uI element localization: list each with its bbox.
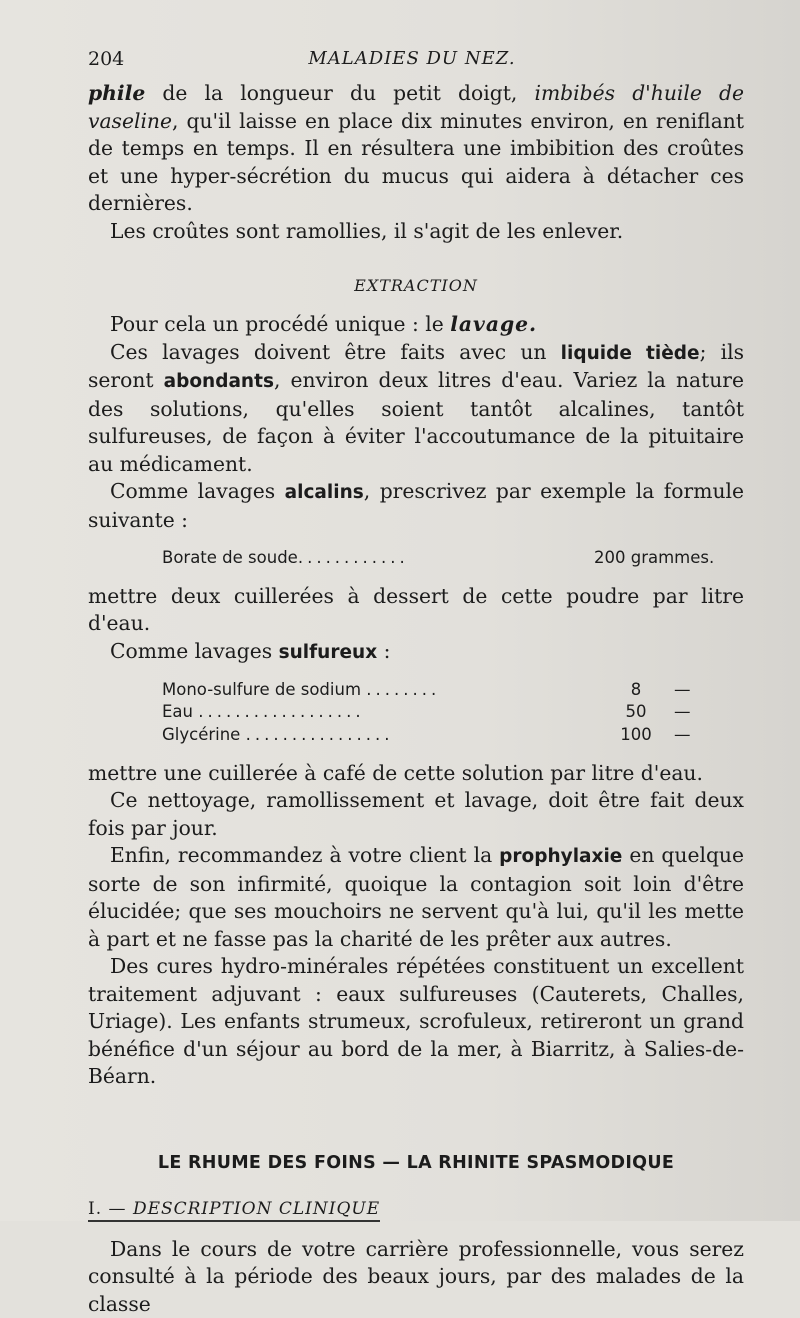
paragraph: Enfin, recommandez à votre client la prophylaxie en quelque sorte de son infirmité, quoique la contagion soit loin d'être élucidée; que ses mouchoirs ne servent qu'à lui, qu'il les mette à part et ne fasse pas la charité de les prêter aux autres.	[88, 842, 744, 953]
running-title: MALADIES DU NEZ.	[82, 48, 742, 69]
paragraph: Comme lavages sulfureux :	[88, 638, 744, 667]
paragraph: phile de la longueur du petit doigt, imbibés d'huile de vaseline, qu'il laisse en place dix minutes environ, en reniflant de temps en temps. Il en résultera une imbibition des croûtes et une hyper-sécrétion du mucus qui aidera à détacher ces dernières.	[88, 80, 744, 218]
section-title: LE RHUME DES FOINS — LA RHINITE SPASMODIQUE	[88, 1153, 744, 1173]
formula-sulfur	[162, 678, 714, 746]
paragraph: Pour cela un procédé unique : le lavage.	[88, 311, 744, 339]
paragraph: Comme lavages alcalins, prescrivez par exemple la formule suivante :	[88, 478, 744, 534]
page-header	[82, 44, 742, 78]
formula-row: Borate de soude............ 200 grammes.	[162, 546, 714, 569]
paragraph: Des cures hydro-minérales répétées constituent un excellent traitement adjuvant : eaux sulfureuses (Cauterets, Challes, Uriage). Les enfants strumeux, scrofuleux, retireront un grand bénéfice d'un séjour au bord de la mer, à Biarritz, à Salies-de-Béarn.	[88, 953, 744, 1091]
paragraph: Dans le cours de votre carrière professionnelle, vous serez consulté à la période des beaux jours, par des malades de la classe	[88, 1236, 744, 1318]
formula-row: Mono-sulfure de sodium ........ 8 —	[162, 678, 714, 701]
paragraph: mettre deux cuillerées à dessert de cette poudre par litre d'eau.	[88, 583, 744, 638]
formula-row: Glycérine ................ 100 —	[162, 723, 714, 746]
paragraph: Ces lavages doivent être faits avec un liquide tiède; ils seront abondants, environ deux litres d'eau. Variez la nature des solutions, qu'elles soient tantôt alcalines, tantôt sulfureuses, de façon à éviter l'accoutumance de la pituitaire au médicament.	[88, 339, 744, 479]
subsection-title: I. — DESCRIPTION CLINIQUE	[88, 1199, 380, 1222]
paragraph: mettre une cuillerée à café de cette solution par litre d'eau.	[88, 760, 744, 788]
formula-row: Eau .................. 50 —	[162, 701, 714, 724]
subheading-extraction: EXTRACTION	[88, 276, 744, 295]
paragraph: Les croûtes sont ramollies, il s'agit de les enlever.	[88, 218, 744, 246]
page-body	[88, 80, 744, 1318]
paragraph: Ce nettoyage, ramollissement et lavage, doit être fait deux fois par jour.	[88, 787, 744, 842]
formula-alkaline	[162, 546, 714, 569]
page-number: 204	[88, 48, 124, 70]
